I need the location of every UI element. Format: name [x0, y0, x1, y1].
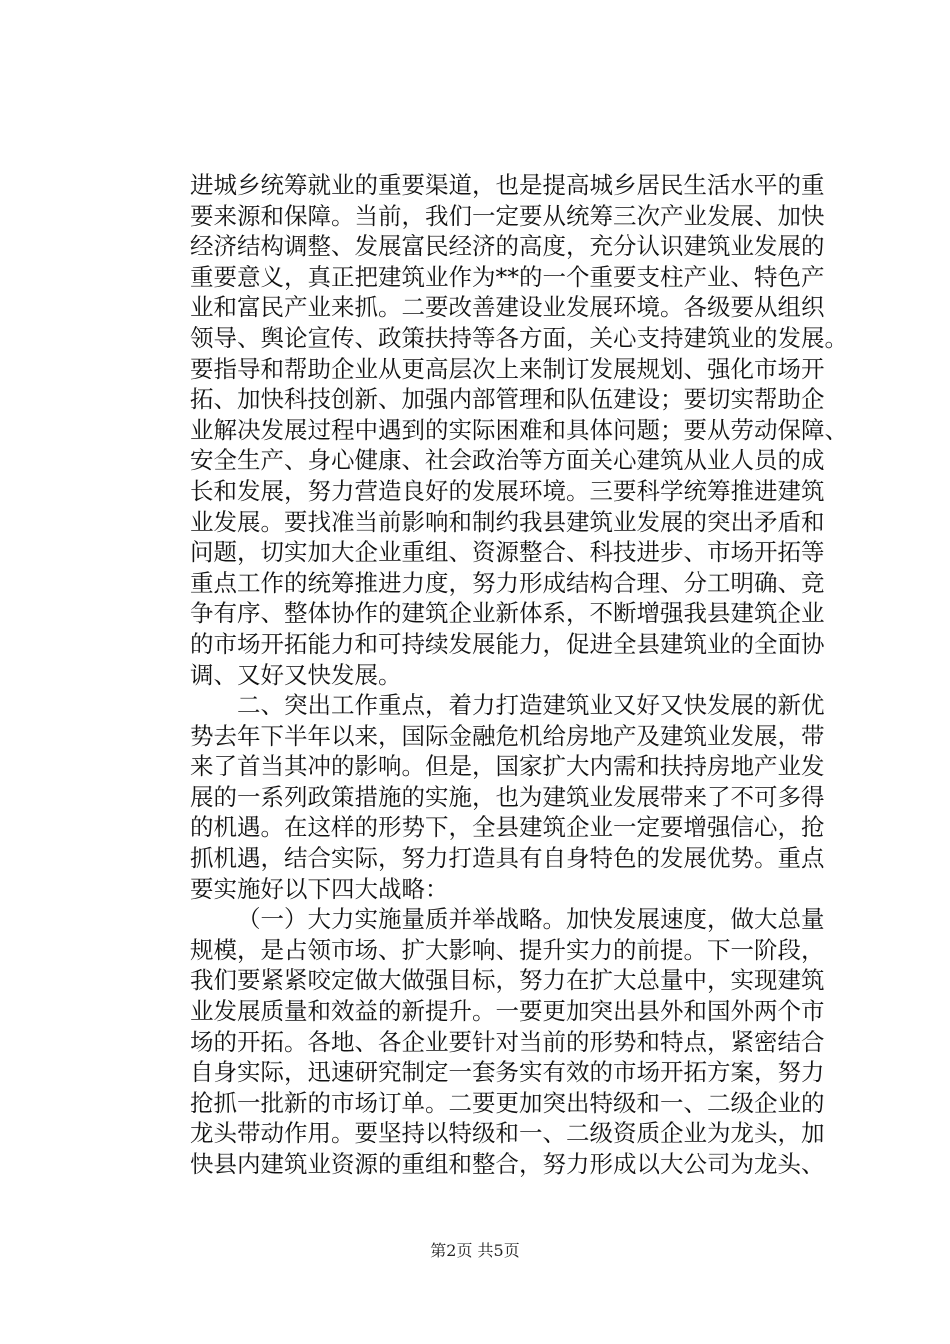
text-line: 的机遇。在这样的形势下，全县建筑企业一定要增强信心，抢: [190, 813, 825, 842]
text-line: 要指导和帮助企业从更高层次上来制订发展规划、强化市场开: [190, 354, 825, 383]
text-line: 拓、加快科技创新、加强内部管理和队伍建设；要切实帮助企: [190, 385, 825, 414]
text-line: 业发展质量和效益的新提升。一要更加突出县外和国外两个市: [190, 997, 825, 1026]
section-heading: 二、突出工作重点，着力打造建筑业又好又快发展的新优: [237, 691, 825, 720]
text-line: 经济结构调整、发展富民经济的高度，充分认识建筑业发展的: [190, 232, 825, 261]
text-line: 争有序、整体协作的建筑企业新体系，不断增强我县建筑企业: [190, 599, 825, 628]
text-line: 进城乡统筹就业的重要渠道，也是提高城乡居民生活水平的重: [190, 171, 825, 199]
subsection-heading: （一）大力实施量质并举战略。加快发展速度，做大总量: [237, 905, 825, 934]
text-line: 规模，是占领市场、扩大影响、提升实力的前提。下一阶段，: [190, 935, 825, 964]
text-line: 重要意义，真正把建筑业作为**的一个重要支柱产业、特色产: [190, 262, 825, 291]
page-footer: [0, 1238, 950, 1261]
text-line: 龙头带动作用。要坚持以特级和一、二级资质企业为龙头，加: [190, 1119, 825, 1148]
text-line: 业解决发展过程中遇到的实际困难和具体问题；要从劳动保障、: [190, 415, 848, 444]
text-line: 快县内建筑业资源的重组和整合，努力形成以大公司为龙头、: [190, 1150, 825, 1178]
text-line: 展的一系列政策措施的实施，也为建筑业发展带来了不可多得: [190, 782, 825, 811]
text-line: 问题，切实加大企业重组、资源整合、科技进步、市场开拓等: [190, 538, 825, 567]
text-line: 领导、舆论宣传、政策扶持等各方面，关心支持建筑业的发展。: [190, 323, 848, 352]
text-line: 抢抓一批新的市场订单。二要更加突出特级和一、二级企业的: [190, 1088, 825, 1117]
text-line: 场的开拓。各地、各企业要针对当前的形势和特点，紧密结合: [190, 1027, 825, 1056]
text-line: 长和发展，努力营造良好的发展环境。三要科学统筹推进建筑: [190, 476, 825, 505]
body-text: [190, 170, 850, 1180]
text-line: 我们要紧紧咬定做大做强目标，努力在扩大总量中，实现建筑: [190, 966, 825, 995]
text-line: 业发展。要找准当前影响和制约我县建筑业发展的突出矛盾和: [190, 507, 825, 536]
text-line: 调、又好又快发展。: [190, 660, 402, 689]
text-line: 重点工作的统筹推进力度，努力形成结构合理、分工明确、竞: [190, 568, 825, 597]
text-line: 要实施好以下四大战略：: [190, 874, 449, 903]
text-line: 业和富民产业来抓。二要改善建设业发展环境。各级要从组织: [190, 293, 825, 322]
text-line: 安全生产、身心健康、社会政治等方面关心建筑从业人员的成: [190, 446, 825, 475]
text-line: 势去年下半年以来，国际金融危机给房地产及建筑业发展，带: [190, 721, 825, 750]
text-line: 自身实际，迅速研究制定一套务实有效的市场开拓方案，努力: [190, 1058, 825, 1087]
text-line: 来了首当其冲的影响。但是，国家扩大内需和扶持房地产业发: [190, 752, 825, 781]
page-number: 第2页 共5页: [430, 1241, 520, 1260]
text-line: 抓机遇，结合实际，努力打造具有自身特色的发展优势。重点: [190, 844, 825, 873]
text-line: 要来源和保障。当前，我们一定要从统筹三次产业发展、加快: [190, 201, 825, 230]
text-line: 的市场开拓能力和可持续发展能力，促进全县建筑业的全面协: [190, 629, 825, 658]
